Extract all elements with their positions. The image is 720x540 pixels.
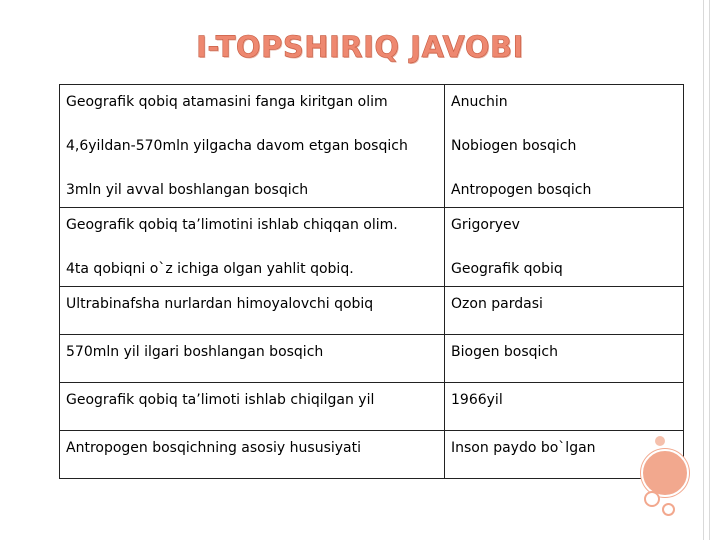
answer-text: Inson paydo bo`lgan	[451, 440, 596, 456]
table-row	[60, 431, 684, 479]
question-cell	[60, 335, 445, 383]
slide-title: I-TOPSHIRIQ JAVOBI	[196, 30, 524, 64]
table-row	[60, 208, 684, 287]
question-cell	[60, 208, 445, 287]
question-text: Geografik qobiq ta’limoti ishlab chiqilgan yil	[66, 392, 375, 408]
question-text: 4,6yildan-570mln yilgacha davom etgan bosqich	[66, 138, 408, 154]
question-text: 570mln yil ilgari boshlangan bosqich	[66, 344, 324, 360]
decorative-ring-icon	[662, 503, 675, 516]
answer-cell	[445, 208, 684, 287]
table-row	[60, 287, 684, 335]
decorative-circle-icon	[655, 436, 665, 446]
answer-text: Ozon pardasi	[451, 296, 543, 312]
slide-frame-line	[709, 0, 710, 540]
table-row	[60, 85, 684, 208]
answer-text: Anuchin	[451, 94, 508, 110]
answer-table	[59, 84, 684, 479]
question-text: Ultrabinafsha nurlardan himoyalovchi qobiq	[66, 296, 374, 312]
question-cell	[60, 383, 445, 431]
question-text: 4ta qobiqni o`z ichiga olgan yahlit qobiq.	[66, 261, 354, 277]
question-cell	[60, 85, 445, 208]
answer-cell	[445, 85, 684, 208]
table-row	[60, 335, 684, 383]
question-cell	[60, 287, 445, 335]
answer-text: 1966yil	[451, 392, 503, 408]
answer-cell	[445, 335, 684, 383]
answer-text: Biogen bosqich	[451, 344, 558, 360]
answer-cell	[445, 383, 684, 431]
decorative-circle-icon	[641, 449, 689, 497]
answer-text: Nobiogen bosqich	[451, 138, 577, 154]
answer-text: Geografik qobiq	[451, 261, 563, 277]
question-text: Geografik qobiq ta’limotini ishlab chiqqan olim.	[66, 217, 398, 233]
answer-cell	[445, 287, 684, 335]
question-text: Antropogen bosqichning asosiy hususiyati	[66, 440, 361, 456]
decorative-ring-icon	[644, 491, 660, 507]
question-text: Geografik qobiq atamasini fanga kiritgan olim	[66, 94, 388, 110]
slide-frame-line	[703, 0, 704, 540]
table-row	[60, 383, 684, 431]
answer-text: Grigoryev	[451, 217, 520, 233]
question-text: 3mln yil avval boshlangan bosqich	[66, 182, 309, 198]
question-cell	[60, 431, 445, 479]
answer-text: Antropogen bosqich	[451, 182, 592, 198]
